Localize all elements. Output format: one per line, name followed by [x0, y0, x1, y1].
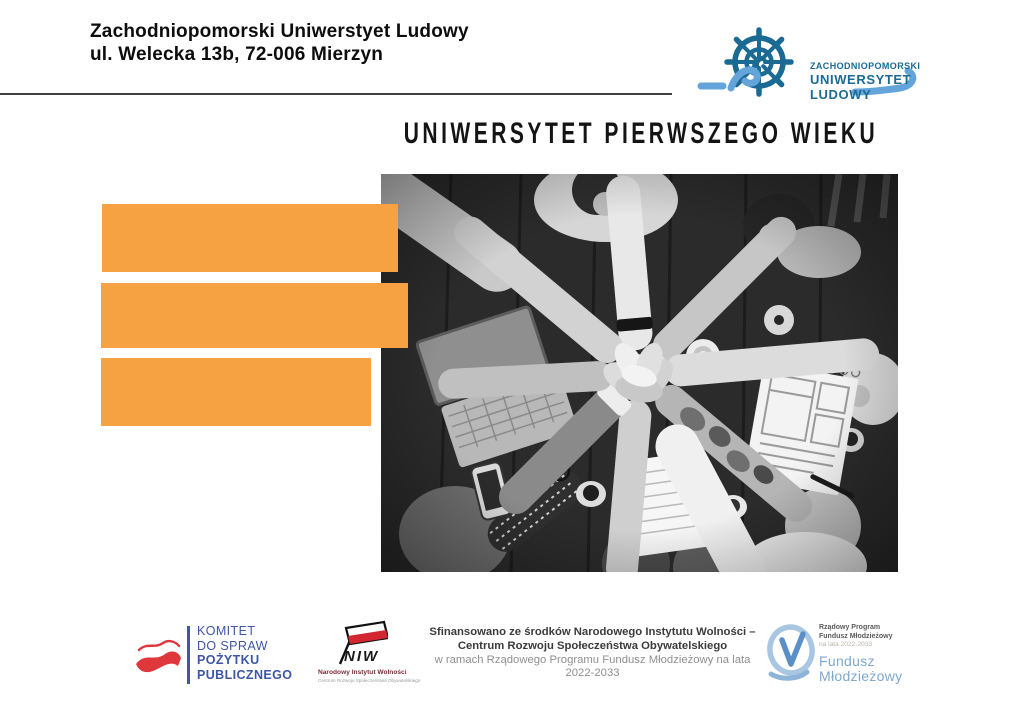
orange-bar-3 [101, 358, 371, 426]
university-logo [695, 18, 930, 103]
fundusz-big-line2: Młodzieżowy [819, 668, 903, 684]
logo-line1: ZACHODNIOPOMORSKI [810, 61, 921, 71]
logo-line2: UNIWERSYTET [810, 72, 912, 87]
komitet-line3: POŻYTKU [197, 653, 260, 667]
niw-logo [318, 620, 421, 688]
polish-flag-icon [133, 638, 183, 674]
niw-subtitle: Centrum Rozwoju Społeczeństwa Obywatelskiego [318, 678, 421, 683]
fundusz-small-line3: na lata 2022-2033 [819, 641, 873, 648]
niw-acronym: NIW [344, 648, 380, 665]
funding-line1: Sfinansowano ze środków Narodowego Instytutu Wolności – [429, 626, 756, 638]
funding-line3: w ramach Rządowego Programu Fundusz Młodzieżowy na lata 2022-2033 [434, 653, 751, 680]
funding-line2: Centrum Rozwoju Społeczeństwa Obywatelskiego [457, 639, 728, 652]
komitet-logo [133, 624, 308, 694]
komitet-line4: PUBLICZNEGO [197, 667, 293, 682]
orange-bar-1 [102, 204, 398, 272]
org-address: ul. Welecka 13b, 72-006 Mierzyn [90, 44, 384, 65]
logo-line3: LUDOWY [810, 87, 872, 102]
orange-bar-2 [101, 283, 408, 348]
header-divider [0, 93, 672, 95]
funding-statement [425, 626, 760, 681]
page-title: UNIWERSYTET PIERWSZEGO WIEKU [403, 117, 879, 150]
komitet-separator [187, 626, 190, 684]
org-name: Zachodniopomorski Uniwerstyet Ludowy [90, 21, 469, 42]
fundusz-small-line2: Fundusz Młodzieżowy [819, 632, 893, 640]
checkmark-circle-icon [763, 622, 817, 684]
fundusz-big-line1: Fundusz [819, 652, 875, 669]
header-org-block [90, 20, 469, 66]
komitet-line2: DO SPRAW [197, 638, 268, 653]
footer [0, 600, 1024, 724]
komitet-line1: KOMITET [197, 624, 256, 638]
team-hands-photo [381, 174, 898, 572]
fundusz-small-line1: Rządowy Program [819, 624, 881, 631]
fundusz-mlodziezowy-logo [763, 620, 943, 690]
niw-name: Narodowy Instytut Wolności [318, 669, 407, 676]
